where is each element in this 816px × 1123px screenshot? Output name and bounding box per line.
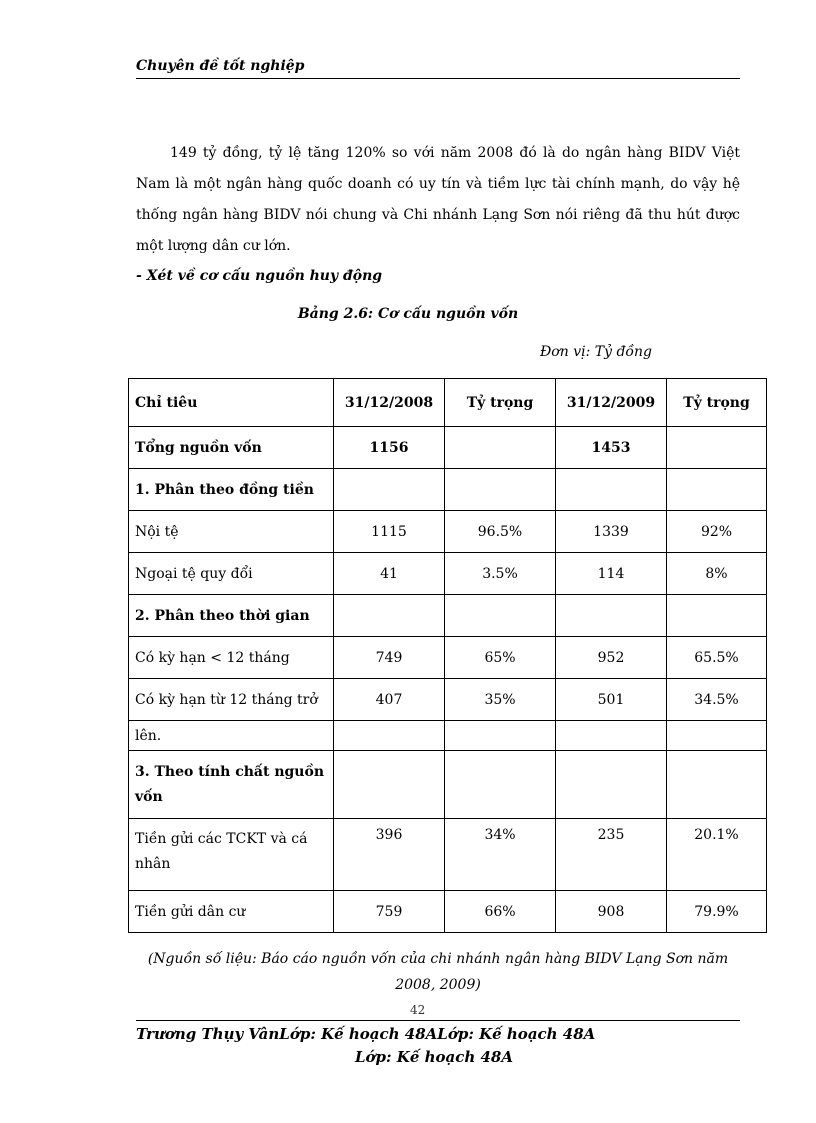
row-label: Nội tệ <box>129 511 334 553</box>
row-label: Có kỳ hạn từ 12 tháng trở <box>129 679 334 721</box>
cell-share-2009: 92% <box>667 511 767 553</box>
cell-value-2009 <box>556 469 667 511</box>
source-note: (Nguồn số liệu: Báo cáo nguồn vốn của chi nhánh ngân hàng BIDV Lạng Sơn năm 2008, 2009) <box>147 951 729 993</box>
cell-share-2008: 34% <box>445 819 556 891</box>
header-cell: 31/12/2008 <box>334 379 445 427</box>
table-row <box>129 637 767 679</box>
table-row <box>129 679 767 721</box>
body-paragraph: 149 tỷ đồng, tỷ lệ tăng 120% so với năm 2008 đó là do ngân hàng BIDV Việt Nam là một ngân hàng quốc doanh có uy tín và tiềm lực tài chính mạnh, do vậy hệ thống ngân hàng BIDV nói chung và Chi nhánh Lạng Sơn nói riêng đã thu hút được một lượng dân cư lớn. <box>136 145 740 254</box>
cell-share-2008 <box>445 469 556 511</box>
cell-share-2009: 79.9% <box>667 891 767 933</box>
table-row <box>129 891 767 933</box>
cell-value-2008 <box>334 721 445 751</box>
cell-value-2008: 1115 <box>334 511 445 553</box>
cell-value-2009 <box>556 721 667 751</box>
row-label: Tiền gửi dân cư <box>129 891 334 933</box>
cell-share-2009 <box>667 721 767 751</box>
cell-value-2009: 1339 <box>556 511 667 553</box>
footer-author-line: Trương Thụy VânLớp: Kế hoạch 48ALớp: Kế hoạch 48A <box>136 1025 596 1043</box>
row-label: 3. Theo tính chất nguồn vốn <box>129 751 334 819</box>
table-row <box>129 427 767 469</box>
header-cell: Tỷ trọng <box>445 379 556 427</box>
table-row <box>129 469 767 511</box>
cell-value-2008 <box>334 469 445 511</box>
cell-value-2009: 1453 <box>556 427 667 469</box>
cell-share-2009 <box>667 427 767 469</box>
footer-divider <box>136 1020 740 1021</box>
table-row <box>129 595 767 637</box>
table-row <box>129 751 767 819</box>
cell-value-2008: 749 <box>334 637 445 679</box>
row-label: Tiền gửi các TCKT và cá nhân <box>129 819 334 891</box>
table-caption: Bảng 2.6: Cơ cấu nguồn vốn <box>297 306 519 322</box>
page-number: 42 <box>410 1003 426 1017</box>
cell-value-2008 <box>334 595 445 637</box>
header-cell: 31/12/2009 <box>556 379 667 427</box>
cell-value-2009: 114 <box>556 553 667 595</box>
page-header-title: Chuyên đề tốt nghiệp <box>136 58 305 74</box>
cell-value-2009 <box>556 595 667 637</box>
cell-value-2008 <box>334 751 445 819</box>
unit-note: Đơn vị: Tỷ đồng <box>540 344 652 360</box>
cell-value-2008: 41 <box>334 553 445 595</box>
cell-value-2008: 407 <box>334 679 445 721</box>
row-label: lên. <box>129 721 334 751</box>
table-row <box>129 819 767 891</box>
cell-share-2009 <box>667 595 767 637</box>
cell-share-2009: 34.5% <box>667 679 767 721</box>
row-label: 2. Phân theo thời gian <box>129 595 334 637</box>
footer-class-line: Lớp: Kế hoạch 48A <box>355 1048 514 1066</box>
row-label: Tổng nguồn vốn <box>129 427 334 469</box>
table-row <box>129 553 767 595</box>
cell-value-2008: 1156 <box>334 427 445 469</box>
cell-value-2009: 908 <box>556 891 667 933</box>
header-divider <box>136 78 740 79</box>
cell-share-2008: 96.5% <box>445 511 556 553</box>
cell-value-2008: 759 <box>334 891 445 933</box>
row-label: Có kỳ hạn < 12 tháng <box>129 637 334 679</box>
cell-share-2008 <box>445 721 556 751</box>
cell-value-2009 <box>556 751 667 819</box>
capital-structure-table <box>128 378 767 933</box>
cell-share-2008: 35% <box>445 679 556 721</box>
cell-share-2008 <box>445 427 556 469</box>
cell-share-2009 <box>667 751 767 819</box>
cell-share-2009: 20.1% <box>667 819 767 891</box>
cell-share-2008: 3.5% <box>445 553 556 595</box>
cell-share-2008 <box>445 595 556 637</box>
cell-share-2008 <box>445 751 556 819</box>
cell-value-2009: 501 <box>556 679 667 721</box>
table-row <box>129 511 767 553</box>
row-label: Ngoại tệ quy đổi <box>129 553 334 595</box>
cell-share-2009 <box>667 469 767 511</box>
cell-share-2009: 8% <box>667 553 767 595</box>
cell-share-2008: 66% <box>445 891 556 933</box>
row-label: 1. Phân theo đồng tiền <box>129 469 334 511</box>
table-header-row <box>129 379 767 427</box>
header-cell: Tỷ trọng <box>667 379 767 427</box>
cell-value-2009: 235 <box>556 819 667 891</box>
table-row <box>129 721 767 751</box>
cell-share-2008: 65% <box>445 637 556 679</box>
section-heading: - Xét về cơ cấu nguồn huy động <box>136 268 383 284</box>
cell-value-2009: 952 <box>556 637 667 679</box>
cell-share-2009: 65.5% <box>667 637 767 679</box>
cell-value-2008: 396 <box>334 819 445 891</box>
header-cell: Chỉ tiêu <box>129 379 334 427</box>
